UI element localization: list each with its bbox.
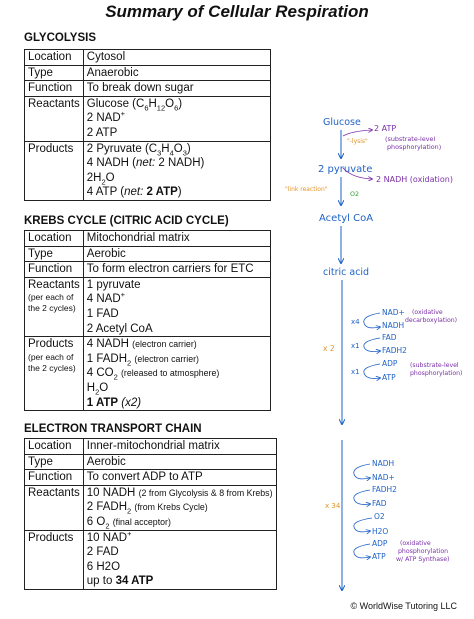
row-key-label: Reactants [28,97,80,110]
diagram-nadh-oxidation: 2 NADH (oxidation) [376,175,453,184]
row-key-label: Reactants [28,278,80,291]
row-key-note: (per each of the 2 cycles) [28,292,76,314]
row-key-label: Reactants [28,486,80,499]
value-line: Inner-mitochondrial matrix [86,440,220,452]
value-line: Mitochondrial matrix [86,232,190,244]
value-line: 6 H2O [86,560,121,573]
value-line: up to 34 ATP [86,575,154,588]
diagram-o2: O2 [350,190,360,198]
row-key-label: Function [28,263,73,276]
diagram-acetyl-coa: Acetyl CoA [319,213,374,224]
diagram-substrate-level-2: phosphorylation) [387,143,442,151]
row-key-label: Products [28,338,74,351]
arrow-etc-fad [354,490,370,504]
diagram-x4: x4 [351,318,360,326]
row-key-note: (per each of the 2 cycles) [28,351,76,373]
value-line: 2 ATP [86,126,118,139]
diagram-etc-atp: ATP [372,552,386,561]
row-key-label: Location [28,51,72,63]
value-line: 10 NADH (2 from Glycolysis & 8 from Krebs) [86,486,273,499]
value-line: 2 Pyruvate $(C_3H_4O_3)$ [86,142,191,157]
row-key-label: Function [28,471,73,484]
diagram-atp: ATP [382,373,396,382]
value-line: 2 NAD+ [86,109,126,125]
value-line: $2H_2O$ [86,171,115,187]
arrow-etc-nad [354,464,370,479]
row-key-label: Products [28,531,74,544]
diagram-link-reaction: "link reaction" [285,186,328,193]
copyright: © WorldWise Tutoring LLC [350,601,457,611]
diagram-etc-adp: ADP [372,539,388,548]
diagram-citric-acid: citric acid [323,267,370,278]
value-line: To form electron carriers for ETC [86,263,254,276]
value-line: 4 $CO_2$ (released to atmosphere) [86,367,220,382]
diagram-pyruvate: 2 pyruvate [318,164,373,175]
value-line: To break down sugar [86,82,194,95]
diagram-etc-fadh2: FADH2 [372,485,397,494]
arrow-etc-o2 [354,518,372,532]
glycolysis-heading: GLYCOLYSIS [24,32,97,44]
arrow-fad-cycle [364,338,380,352]
diagram-2atp: 2 ATP [374,124,397,133]
diagram-x1b: x1 [351,368,360,376]
value-line: 1 $FADH_2$ (electron carrier) [86,352,199,368]
arrow-nad-cycle [364,313,380,328]
value-line: 1 pyruvate [86,278,141,291]
diagram-substrate-level-1: (substrate-level [385,135,436,143]
diagram-etc-o2: O2 [374,512,385,521]
value-line: 6 $O_2$ (final acceptor) [86,515,171,531]
arrow-adp-cycle [364,364,380,378]
row-key-label: Location [28,440,72,452]
value-line: Glucose $(C_6H_{12}O_6)$ [86,97,183,113]
diagram-x1a: x1 [351,342,360,350]
diagram-nad-plus: NAD+ [382,308,405,317]
row-key-label: Location [28,232,72,244]
value-line: Cytosol [86,51,126,63]
diagram-substrate-level2-1: (substrate-level [410,362,459,369]
krebs-heading: KREBS CYCLE (CITRIC ACID CYCLE) [24,215,229,227]
diagram-substrate-level2-2: phosphorylation) [410,370,463,377]
value-line: 2 $FADH_2$ (from Krebs Cycle) [86,501,208,516]
value-line: 1 FAD [86,307,119,320]
value-line: 1 ATP (x2) [86,396,142,409]
diagram-oxidative-phos-3: w/ ATP Synthase) [396,556,450,563]
diagram-adp: ADP [382,359,398,368]
row-key-label: Products [28,142,74,155]
diagram-glucose: Glucose [323,117,361,128]
diagram-oxidative-phos-2: phosphorylation [398,548,449,555]
diagram-fadh2: FADH2 [382,346,407,355]
diagram-oxidative-decarb-2: decarboxylation) [405,317,458,324]
diagram-lysis-note: "-lysis" [347,138,368,145]
diagram-oxidative-decarb-1: (oxidative [412,309,443,316]
arrow-etc-adp [354,544,370,558]
etc-heading: ELECTRON TRANSPORT CHAIN [24,423,202,435]
diagram-x2: x 2 [323,344,335,353]
value-line: 4 NADH (net: 2 NADH) [86,157,205,170]
diagram-etc-nadh: NADH [372,459,395,468]
value-line: 4 NADH (electron carrier) [86,338,197,351]
row-key-label: Function [28,82,73,95]
value-line: To convert ADP to ATP [86,471,203,484]
page-title: Summary of Cellular Respiration [105,2,369,21]
value-line: 4 NAD+ [86,290,126,306]
arrow-atp-out [343,130,372,136]
diagram-nadh: NADH [382,321,405,330]
value-line: 2 Acetyl CoA [86,322,153,335]
value-line: Aerobic [86,455,126,468]
value-line: 2 FAD [86,546,119,559]
value-line: $H_2O$ [86,381,109,397]
value-line: Anaerobic [86,66,139,79]
row-key-label: Type [28,455,53,468]
diagram-etc-fad: FAD [372,499,387,508]
diagram-oxidative-phos-1: (oxidative [400,540,431,547]
row-key-label: Type [28,247,53,260]
value-line: Aerobic [86,247,126,260]
value-line: 10 NAD+ [86,528,132,544]
diagram-etc-nad: NAD+ [372,473,395,482]
diagram-fad: FAD [382,333,397,342]
value-line: 4 ATP (net: 2 ATP) [86,186,182,199]
diagram-x34: x 34 [325,502,341,510]
diagram-etc-h2o: H2O [372,527,389,536]
row-key-label: Type [28,66,53,79]
